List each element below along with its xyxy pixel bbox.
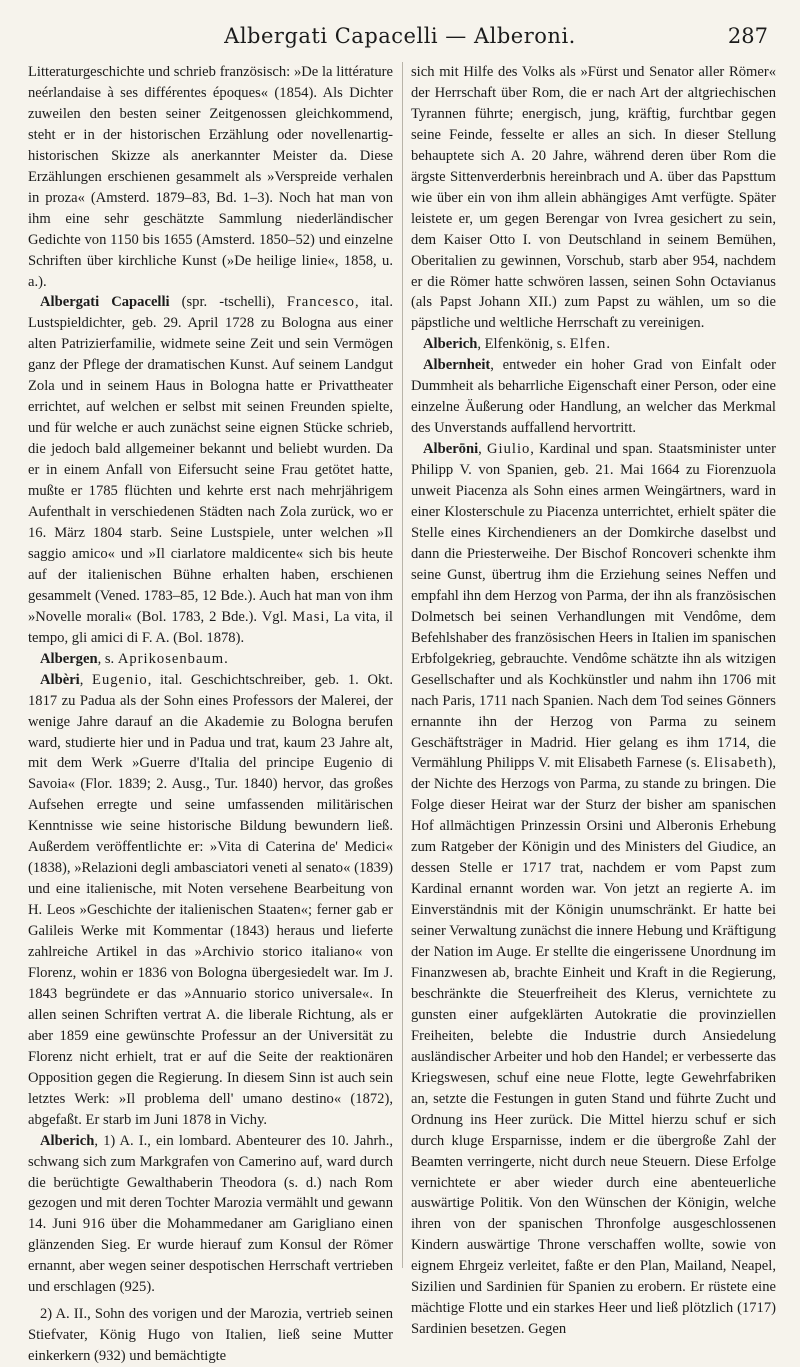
entry-text-continued: ), der Nichte des Herzogs von Parma, zu stande zu bringen. Die Folge dieser Heirat war der Sturz der bisher am spanischen Hof allmächtigen Prinzessin Orsini und Alberonis Erhebung zum Ratgeber der Königin und des Ministers del Giudice, an dessen Stelle er 1717 trat, nachdem er vom Papst zum Kardinal ernannt worden war. Von jetzt an regierte A. im Einverständnis mit der Königin unumschränkt. Er hatte bei seiner Verwaltung zunächst die innere Hebung und Kräftigung der Nation im Auge. Er stellte die eingerissene Unordnung im Finanzwesen ab, brachte Einheit und Kraft in die Regierung, beschränkte die Steuerfreiheit des Klerus, vernichtete zu gunsten einer aufgeklärten Autokratie die provinziellen Freiheiten, belebte die Industrie durch Ansiedelung ausländischer Arbeiter und hob den Handel; er verbesserte das Kriegswesen, schuf eine neue Flotte, legte Gewehrfabriken an, setzte die Festungen in guten Stand und führte Zucht und Ordnung ins Heer zurück. Die Mittel hierzu schuf er sich durch kluge Ersparnisse, indem er die übergroße Zahl der Beamten verringerte, nicht durch neue Steuern. Diese Erfolge vernichtete er aber wieder durch eine abenteuerliche auswärtige Politik. Von den Wünschen der Königin, welche ihren von der spanischen Thronfolge ausgeschlossenen Kindern auswärtige Throne verschaffen wollte, sowie von eignem Ehrgeiz verleitet, faßte er den Plan, Mailand, Neapel, Sizilien und Sardinien für Spanien zu erobern. Er rüstete eine mächtige Flotte und ein starkes Heer und ließ plötzlich (1717) Sardinien besetzen. Gegen bbox=[411, 755, 776, 1338]
entry-text: , Elfenkönig, s. bbox=[477, 336, 570, 353]
pronunciation: (spr. -tschelli), bbox=[169, 294, 287, 311]
entry-alberich-2: 2) A. II., Sohn des vorigen und der Marozia, vertrieb seinen Stiefvater, König Hugo von Italien, ließ seine Mutter einkerkern (932) und bemächtigte bbox=[28, 1306, 393, 1365]
entry-albergati-capacelli bbox=[28, 292, 393, 648]
entry-headword: Albernheit bbox=[423, 357, 491, 374]
given-name: Eugenio bbox=[92, 671, 148, 688]
cross-author: Masi bbox=[292, 608, 326, 625]
entry-text: , Kardinal und span. Staatsminister unter Philipp V. von Spanien, geb. 21. Mai 1664 zu Fiorenzuola unweit Piacenza als Sohn eines armen Weingärtners, ward in einer Klosterschule zu Piacenza unterrichtet, erhielt später die Stelle eines Kirchendieners an der Domkirche daselbst und dann die Priesterweihe. Der Bischof Roncoveri schenkte ihm seine Gunst, übertrug ihm die Erziehung seines Neffen und empfahl ihn dem Herzog von Parma, der ihn als französischen Dolmetsch bei seinen Verhandlungen mit Vendôme, dem Befehlshaber des französischen Heers in Italien im spanischen Erbfolgekrieg, gebrauchte. Vendôme schätzte ihn als witzigen Gesellschafter und als Kochkünstler und nahm ihn 1706 mit nach Paris, 1711 nach Spanien. Nach dem Tod seines Gönners ernannte ihn der Herzog von Parma zu seinem Geschäftsträger in Madrid. Hier gelang es ihm 1714, die Vermählung Philipps V. mit Elisabeth Farnese (s. bbox=[411, 441, 776, 772]
entry-text: , entweder ein hoher Grad von Einfalt oder Dummheit als beharrliche Eigenschaft einer Person, oder eine einzelne Äußerung oder Handlung, an welcher das Merkmal des Unverstands auffallend hervortritt. bbox=[411, 357, 776, 437]
entry-alberich-elfenkoenig bbox=[411, 334, 776, 355]
entry-headword: Albergati Capacelli bbox=[40, 294, 170, 311]
entry-albernheit bbox=[411, 355, 776, 439]
entry-text: , ital. Lustspieldichter, geb. 29. April 1728 zu Bologna aus einer alten Patrizierfamilie, widmete seine Zeit und sein Vermögen ganz der Pflege der dramatischen Kunst. Auf seinem Landgut Zola und in seinem Haus in Bologna hatte er Privattheater errichtet, auf welchen er selbst mit seinen Freunden spielte, und für welche er auch zunächst seine eignen Stücke schrieb, die jedoch bald allgemeiner bekannt und beliebt wurden. Da er in einem Anfall von Eifersucht seine Frau getötet hatte, mußte er 1785 flüchten und kehrte erst nach mehrjährigem Aufenthalt in verschiedenen Städten nach Zola zurück, wo er 16. März 1804 starb. Seine Lustspiele, unter welchen »Il saggio amico« und »Il ciarlatore maldicente« sich bis heute auf der italienischen Bühne erhalten haben, erschienen gesammelt (Vened. 1783–85, 12 Bde.). Auch hat man von ihm »Novelle morali« (Bol. 1783, 2 Bde.). Vgl. bbox=[28, 294, 393, 625]
cross-reference: Elfen bbox=[569, 336, 607, 353]
page-number: 287 bbox=[727, 24, 768, 48]
entry-text: , ital. Geschichtschreiber, geb. 1. Okt. 1817 zu Padua als der Sohn eines Professors der Malerei, der wenige Jahre darauf an die Akademie zu Bologna berufen ward, studierte hier und in Padua und trat, kaum 23 Jahre alt, mit dem Werk »Guerre d'Italia del principe Eugenio di Savoia« (Flor. 1839; 2. Ausg., Tur. 1840) hervor, das großes Aufsehen erregte und seine umfassenden militärischen Kenntnisse wie seine historische Bildung bewundern ließ. Außerdem veröffentlichte er: »Vita di Caterina de' Medici« (1838), »Relazioni degli ambasciatori veneti al senato« (1839) und eine italienische, mit Noten versehene Bearbeitung von H. Leos »Geschichte der italienischen Staaten«; ferner gab er Galileis Werke mit Kommentar (1843) heraus und lieferte zahlreiche Artikel in das »Archivio storico italiano« von Florenz, wohin er 1836 von Bologna übergesiedelt war. Im J. 1843 begründete er das »Annuario storico universale«. In allen seinen Schriften vertrat A. die liberale Richtung, als er aber 1859 eine gewünschte Professur an der Universität zu Florenz nicht erhielt, trat er auf die Seite der reaktionären Opposition gegen die Regierung. In diesem Sinn ist auch sein letztes Werk: »Il problema dell' umano destino« (1872), abgefaßt. Er starb im Juni 1878 in Vichy. bbox=[28, 671, 393, 1128]
right-column bbox=[402, 62, 776, 1338]
entry-headword: Alberich bbox=[40, 1132, 95, 1149]
entry-text: , 1) A. I., ein lombard. Abenteurer des 10. Jahrh., schwang sich zum Markgrafen von Camerino auf, ward durch die berüchtigte Gewalthaberin Theodora (s. d.) nach Rom gezogen und mit deren Tochter Marozia vermählt und gewann 14. Juni 916 über die Mohammedaner am Garigliano einen glänzenden Sieg. Er wurde hierauf zum Konsul der Römer ernannt, aber wegen seiner despotischen Herrschaft vertrieben und erschlagen (925). bbox=[28, 1132, 393, 1296]
entry-continuation: sich mit Hilfe des Volks als »Fürst und Senator aller Römer« der Herrschaft über Rom, die er nach Art der altgriechischen Tyrannen führte; energisch, jung, kräftig, furchtbar gegen seine Feinde, fesselte er alles an sich. In dieser Stellung behauptete sich A. 20 Jahre, während deren über Rom die ärgste Sittenverderbnis hereinbrach und A. über das Papsttum wie über ein von ihm allein abhängiges Amt verfügte. Später leistete er, um gegen Berengar von Ivrea gesichert zu sein, dem Kaiser Otto I. von Deutschland in seinem Bemühen, Oberitalien zu gewinnen, Vorschub, starb aber 954, nachdem er die Römer hatte schwören lassen, seinen Sohn Octavianus (als Papst Johann XII.) zum Papst zu wählen, um so die päpstliche und weltliche Herrschaft zu vereinigen. bbox=[411, 64, 776, 332]
text-columns bbox=[28, 62, 776, 1365]
entry-headword: Alberōni bbox=[423, 441, 479, 458]
entry-text: , s. bbox=[97, 650, 118, 667]
entry-alberoni: Alberōni, Giulio, Kardinal und span. Staatsminister unter Philipp V. von Spanien, geb. 21. Mai 1664 zu Fiorenzuola unweit Piacenza als Sohn eines armen Weingärtners, ward in einer Klosterschule zu Piacenza unterrichtet, erhielt später die Stelle eines Kirchendieners an der Domkirche daselbst und dann die Priesterweihe. Der Bischof Roncoveri schenkte ihm seine Gunst, übertrug ihm die Erziehung seines Neffen und empfahl ihn dem Herzog von Parma, der ihn als französischen Dolmetsch bei seinen Verhandlungen mit Vendôme, dem Befehlshaber des französischen Heers in Italien im spanischen Erbfolgekrieg, gebrauchte. Vendôme schätzte ihn als witzigen Gesellschafter und als Kochkünstler und nahm ihn 1706 mit nach Paris, 1711 nach Spanien. Nach dem Tod seines Gönners ernannte ihn der Herzog von Parma zu seinem Geschäftsträger in Madrid. Hier gelang es ihm 1714, die Vermählung Philipps V. mit Elisabeth Farnese (s. Elisabeth), der Nichte des Herzogs von Parma, zu stande zu bringen. Die Folge dieser Heirat war der Sturz der bisher am spanischen Hof allmächtigen Prinzessin Orsini und Alberonis Erhebung zum Ratgeber der Königin und des Ministers del Giudice, an dessen Stelle er 1717 trat, nachdem er vom Papst zum Kardinal ernannt worden war. Von jetzt an regierte A. im Einverständnis mit der Königin unumschränkt. Er hatte bei seiner Verwaltung zunächst die innere Hebung und Kräftigung der Nation im Auge. Er stellte die eingerissene Unordnung im Finanzwesen ab, brachte Einheit und Kraft in die Regierung, beschränkte die Steuerfreiheit des Klerus, vernichtete zu gunsten einer aufgeklärten Autokratie die provinziellen Freiheiten, belebte die Industrie durch Ansiedelung ausländischer Arbeiter und hob den Handel; er verbesserte das Kriegswesen, schuf eine neue Flotte, legte Gewehrfabriken an, setzte die Festungen in guten Stand und führte Zucht und Ordnung ins Heer zurück. Die Mittel hierzu schuf er sich durch kluge Ersparnisse, indem er die übergroße Zahl der Beamten verringerte, nicht durch neue Steuern. Diese Erfolge vernichtete er aber wieder durch eine abenteuerliche auswärtige Politik. Von den Wünschen der Königin, welche ihren von der spanischen Thronfolge ausgeschlossenen Kindern auswärtige Throne verschaffen wollte, sowie von eignem Ehrgeiz verleitet, faßte er den Plan, Mailand, Neapel, Sizilien und Sardinien für Spanien zu erobern. Er rüstete eine mächtige Flotte und ein starkes Heer und ließ plötzlich (1717) Sardinien besetzen. Gegen bbox=[411, 441, 776, 1338]
entry-headword: Albèri bbox=[40, 671, 80, 688]
entry-alberi: Albèri, Eugenio, ital. Geschichtschreiber, geb. 1. Okt. 1817 zu Padua als der Sohn eines Professors der Malerei, der wenige Jahre darauf an die Akademie zu Bologna berufen ward, studierte hier und in Padua und trat, kaum 23 Jahre alt, mit dem Werk »Guerre d'Italia del principe Eugenio di Savoia« (Flor. 1839; 2. Ausg., Tur. 1840) hervor, das großes Aufsehen erregte und seine umfassenden militärischen Kenntnisse wie seine historische Bildung bewundern ließ. Außerdem veröffentlichte er: »Vita di Caterina de' Medici« (1838), »Relazioni degli ambasciatori veneti al senato« (1839) und eine italienische, mit Noten versehene Bearbeitung von H. Leos »Geschichte der italienischen Staaten«; ferner gab er Galileis Werke mit Kommentar (1843) heraus und lieferte zahlreiche Artikel in das »Archivio storico italiano« von Florenz, wohin er 1836 von Bologna übergesiedelt war. Im J. 1843 begründete er das »Annuario storico universale«. In allen seinen Schriften vertrat A. die liberale Richtung, als er aber 1859 eine gewünschte Professur an der Universität zu Florenz nicht erhielt, trat er auf die Seite der reaktionären Opposition gegen die Regierung. In diesem Sinn ist auch sein letztes Werk: »Il problema dell' umano destino« (1872), abgefaßt. Er starb im Juni 1878 in Vichy. bbox=[28, 671, 393, 1128]
cross-reference: Aprikosenbaum bbox=[117, 650, 225, 667]
entry-headword: Alberich bbox=[423, 336, 478, 353]
left-column bbox=[28, 62, 393, 1365]
cross-reference: Elisabeth bbox=[704, 755, 768, 772]
running-title: Albergati Capacelli — Alberoni. bbox=[224, 24, 576, 48]
entry-albergen bbox=[28, 649, 393, 670]
entry-text-end: . bbox=[224, 650, 228, 667]
entry-text-end: . bbox=[606, 336, 611, 353]
given-name: Francesco bbox=[286, 294, 355, 311]
entry-continuation: Litteraturgeschichte und schrieb französisch: »De la littérature neérlandaise à ses différentes époques« (1854). Als Dichter zuweilen den besten seiner Zeitgenossen gleichkommend, steht er in der historischen Erzählung oder novellenartig-historischen Skizze als anerkannter Meister da. Diese Erzählungen erschienen gesammelt als »Verspreide verhalen in proza« (Amsterd. 1879–83, Bd. 1–3). Noch hat man von ihm eine sehr geschätzte Sammlung niederländischer Gedichte von 1150 bis 1655 (Amsterd. 1850–52) und einzelne Schriften über kirchliche Kunst (»De heilige linie«, 1858, u. a.). bbox=[28, 64, 393, 290]
entry-headword: Albergen bbox=[40, 650, 98, 667]
given-name: Giulio bbox=[487, 441, 531, 458]
page-header bbox=[0, 0, 800, 60]
entry-alberich bbox=[28, 1131, 393, 1299]
entry-text-tail: , La vita, il tempo, gli amici di F. A. (Bol. 1878). bbox=[28, 608, 393, 646]
